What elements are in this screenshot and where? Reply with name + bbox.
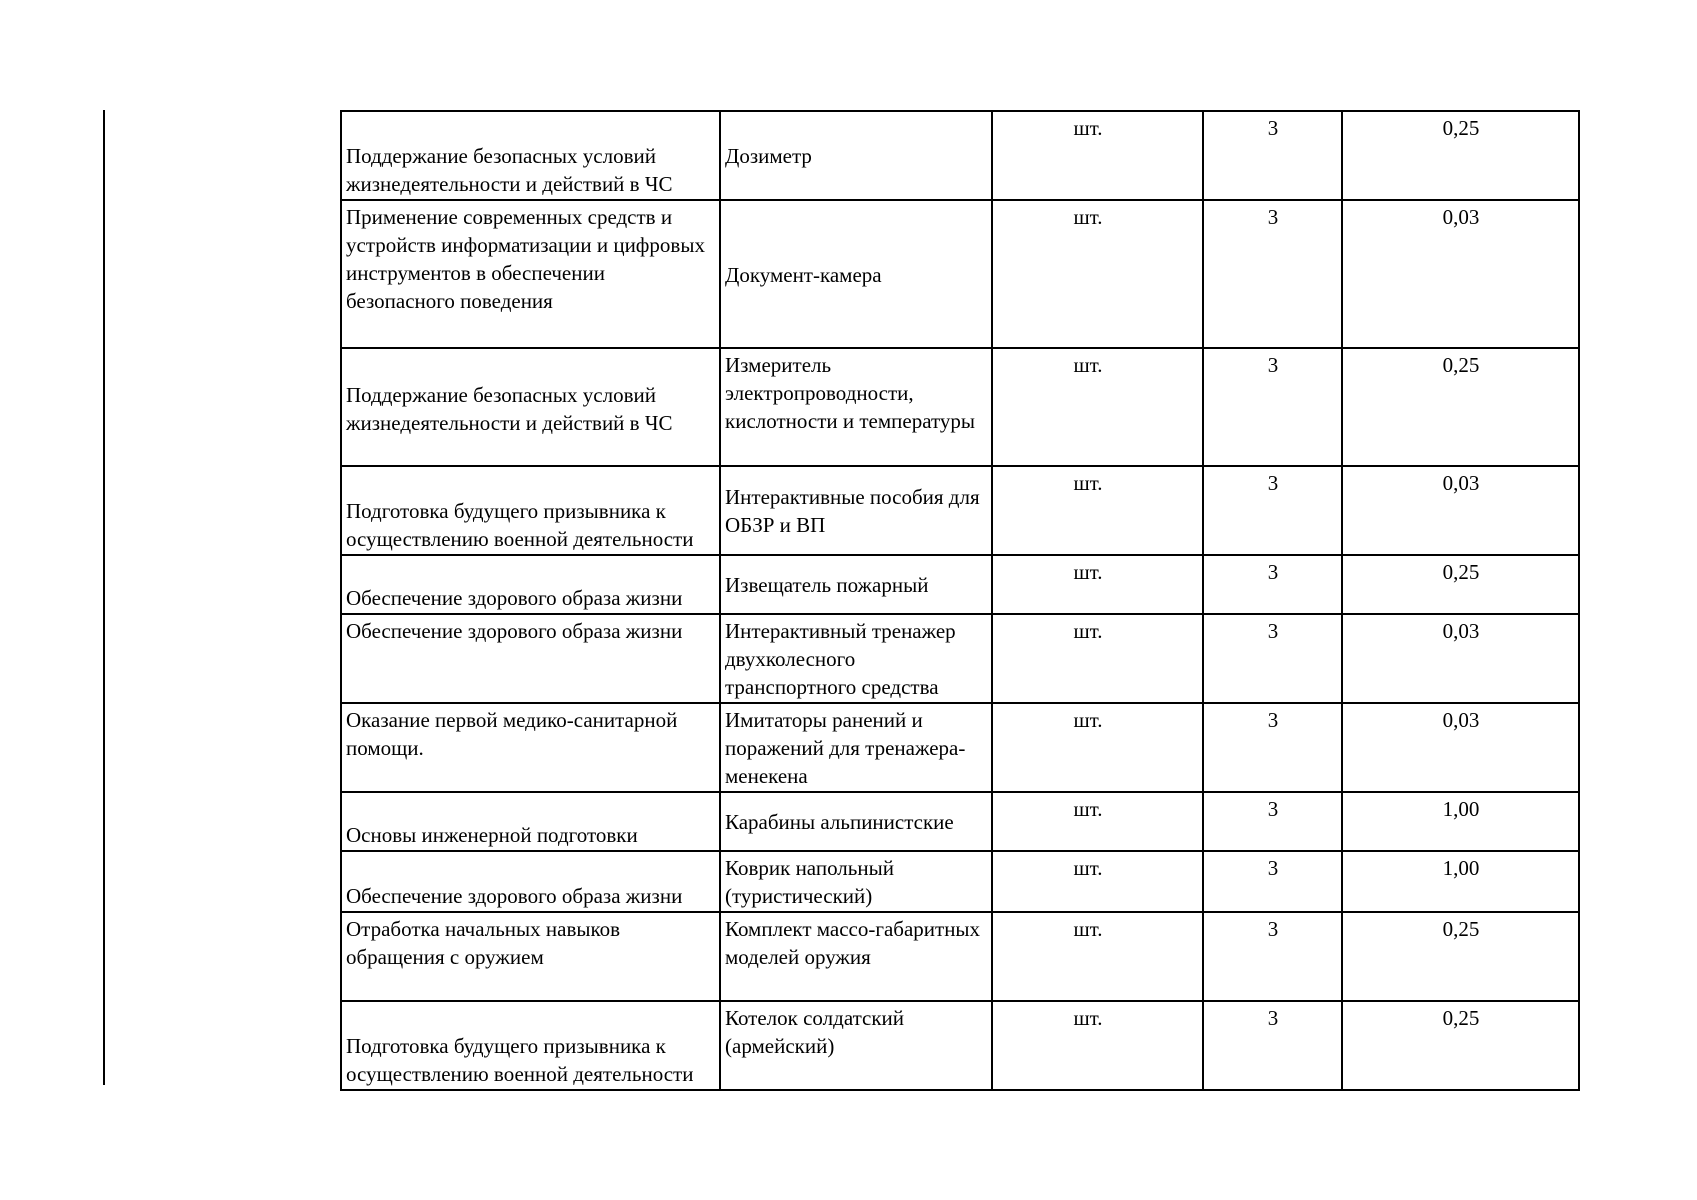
table-row <box>341 792 1579 851</box>
activity-area-cell: Обеспечение здорового образа жизни <box>341 851 720 912</box>
table-row <box>341 466 1579 555</box>
unit-cell: шт. <box>992 851 1203 912</box>
activity-area-cell: Оказание первой медико-санитарной помощи. <box>341 703 720 792</box>
table-row <box>341 912 1579 1001</box>
equipment-name-cell: Котелок солдатский (армейский) <box>720 1001 992 1090</box>
table-row <box>341 555 1579 614</box>
unit-cell: шт. <box>992 1001 1203 1090</box>
table-row <box>341 614 1579 703</box>
activity-area-cell: Поддержание безопасных условий жизнедеятельности и действий в ЧС <box>341 111 720 200</box>
equipment-name-cell: Имитаторы ранений и поражений для тренажера-менекена <box>720 703 992 792</box>
table-row <box>341 1001 1579 1090</box>
quantity-cell: 3 <box>1203 466 1342 555</box>
quantity-cell: 3 <box>1203 792 1342 851</box>
activity-area-cell: Отработка начальных навыков обращения с оружием <box>341 912 720 1001</box>
equipment-name-cell: Извещатель пожарный <box>720 555 992 614</box>
unit-cell: шт. <box>992 466 1203 555</box>
equipment-name-cell: Дозиметр <box>720 111 992 200</box>
coefficient-cell: 0,03 <box>1342 200 1579 348</box>
unit-cell: шт. <box>992 111 1203 200</box>
unit-cell: шт. <box>992 200 1203 348</box>
activity-area-cell: Применение современных средств и устройств информатизации и цифровых инструментов в обеспечении безопасного поведения <box>341 200 720 348</box>
quantity-cell: 3 <box>1203 348 1342 466</box>
equipment-table <box>340 110 1580 1091</box>
unit-cell: шт. <box>992 912 1203 1001</box>
equipment-name-cell: Интерактивный тренажер двухколесного транспортного средства <box>720 614 992 703</box>
quantity-cell: 3 <box>1203 851 1342 912</box>
quantity-cell: 3 <box>1203 703 1342 792</box>
equipment-name-cell: Измеритель электропроводности, кислотности и температуры <box>720 348 992 466</box>
page-margin-line <box>103 110 105 1085</box>
equipment-name-cell: Комплект массо-габаритных моделей оружия <box>720 912 992 1001</box>
coefficient-cell: 0,25 <box>1342 1001 1579 1090</box>
coefficient-cell: 1,00 <box>1342 792 1579 851</box>
quantity-cell: 3 <box>1203 1001 1342 1090</box>
coefficient-cell: 0,03 <box>1342 466 1579 555</box>
coefficient-cell: 0,03 <box>1342 614 1579 703</box>
quantity-cell: 3 <box>1203 111 1342 200</box>
activity-area-cell: Основы инженерной подготовки <box>341 792 720 851</box>
coefficient-cell: 1,00 <box>1342 851 1579 912</box>
quantity-cell: 3 <box>1203 200 1342 348</box>
quantity-cell: 3 <box>1203 912 1342 1001</box>
unit-cell: шт. <box>992 555 1203 614</box>
table-row <box>341 703 1579 792</box>
quantity-cell: 3 <box>1203 614 1342 703</box>
unit-cell: шт. <box>992 348 1203 466</box>
coefficient-cell: 0,03 <box>1342 703 1579 792</box>
coefficient-cell: 0,25 <box>1342 111 1579 200</box>
equipment-name-cell: Документ-камера <box>720 200 992 348</box>
activity-area-cell: Подготовка будущего призывника к осуществлению военной деятельности <box>341 466 720 555</box>
coefficient-cell: 0,25 <box>1342 912 1579 1001</box>
unit-cell: шт. <box>992 614 1203 703</box>
activity-area-cell: Подготовка будущего призывника к осуществлению военной деятельности <box>341 1001 720 1090</box>
unit-cell: шт. <box>992 792 1203 851</box>
table-row <box>341 111 1579 200</box>
table-row <box>341 200 1579 348</box>
coefficient-cell: 0,25 <box>1342 348 1579 466</box>
activity-area-cell: Обеспечение здорового образа жизни <box>341 555 720 614</box>
activity-area-cell: Обеспечение здорового образа жизни <box>341 614 720 703</box>
coefficient-cell: 0,25 <box>1342 555 1579 614</box>
activity-area-cell: Поддержание безопасных условий жизнедеятельности и действий в ЧС <box>341 348 720 466</box>
unit-cell: шт. <box>992 703 1203 792</box>
table-row <box>341 348 1579 466</box>
table-row <box>341 851 1579 912</box>
equipment-name-cell: Интерактивные пособия для ОБЗР и ВП <box>720 466 992 555</box>
quantity-cell: 3 <box>1203 555 1342 614</box>
equipment-name-cell: Карабины альпинистские <box>720 792 992 851</box>
equipment-name-cell: Коврик напольный (туристический) <box>720 851 992 912</box>
